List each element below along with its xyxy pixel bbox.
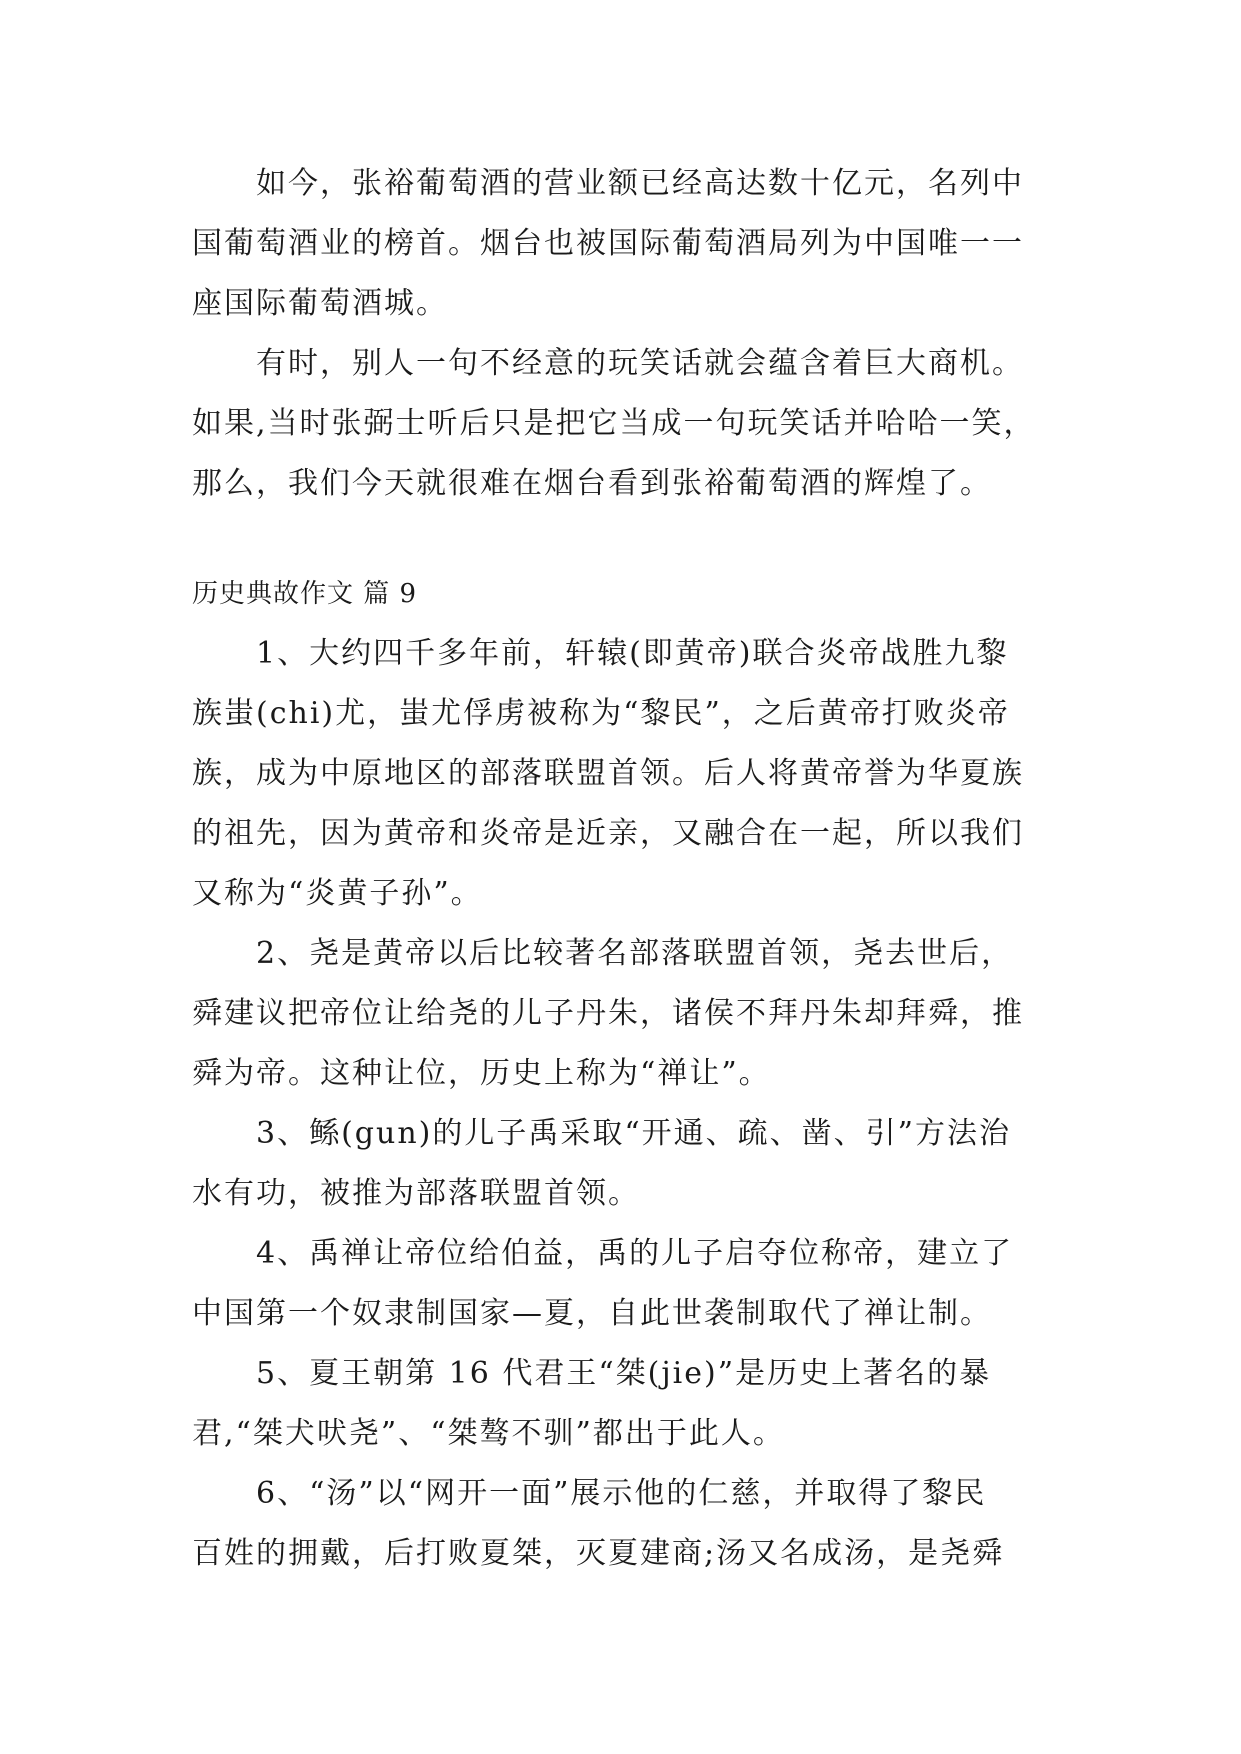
paragraph-line: 3、鲧(gun)的儿子禹采取“开通、疏、凿、引”方法治 (192, 1116, 1012, 1151)
paragraph-line: 族蚩(chi)尤，蚩尤俘虏被称为“黎民”，之后黄帝打败炎帝 (192, 696, 1010, 731)
paragraph-line: 4、禹禅让帝位给伯益，禹的儿子启夺位称帝，建立了 (192, 1236, 1014, 1271)
paragraph-line: 5、夏王朝第 16 代君王“桀(jie)”是历史上著名的暴 (192, 1356, 992, 1391)
paragraph-line: 那么，我们今天就很难在烟台看到张裕葡萄酒的辉煌了。 (192, 466, 992, 501)
paragraph-line: 如今，张裕葡萄酒的营业额已经高达数十亿元，名列中 (192, 166, 1024, 201)
paragraph-line: 舜建议把帝位让给尧的儿子丹朱，诸侯不拜丹朱却拜舜，推 (192, 996, 1024, 1031)
paragraph-line: 舜为帝。这种让位，历史上称为“禅让”。 (192, 1056, 771, 1091)
paragraph-line: 1、大约四千多年前，轩辕(即黄帝)联合炎帝战胜九黎 (192, 636, 1009, 671)
paragraph-line: 的祖先，因为黄帝和炎帝是近亲，又融合在一起，所以我们 (192, 816, 1024, 851)
paragraph-line: 有时，别人一句不经意的玩笑话就会蕴含着巨大商机。 (192, 346, 1024, 381)
paragraph-line: 2、尧是黄帝以后比较著名部落联盟首领，尧去世后， (192, 936, 1014, 971)
paragraph-line: 座国际葡萄酒城。 (192, 286, 448, 321)
paragraph-line: 又称为“炎黄子孙”。 (192, 876, 483, 911)
paragraph-line: 中国第一个奴隶制国家—夏，自此世袭制取代了禅让制。 (192, 1296, 992, 1331)
paragraph-line: 百姓的拥戴，后打败夏桀，灭夏建商;汤又名成汤，是尧舜 (192, 1536, 1005, 1571)
paragraph-line: 君,“桀犬吠尧”、“桀骜不驯”都出于此人。 (192, 1416, 785, 1451)
paragraph-line: 6、“汤”以“网开一面”展示他的仁慈，并取得了黎民 (192, 1476, 987, 1511)
paragraph-line: 如果,当时张弼士听后只是把它当成一句玩笑话并哈哈一笑， (192, 406, 1036, 441)
paragraph-line: 水有功，被推为部落联盟首领。 (192, 1176, 640, 1211)
paragraph-line: 国葡萄酒业的榜首。烟台也被国际葡萄酒局列为中国唯一一 (192, 226, 1024, 261)
section-heading: 历史典故作文 篇 9 (192, 579, 418, 609)
paragraph-line: 族，成为中原地区的部落联盟首领。后人将黄帝誉为华夏族 (192, 756, 1024, 791)
